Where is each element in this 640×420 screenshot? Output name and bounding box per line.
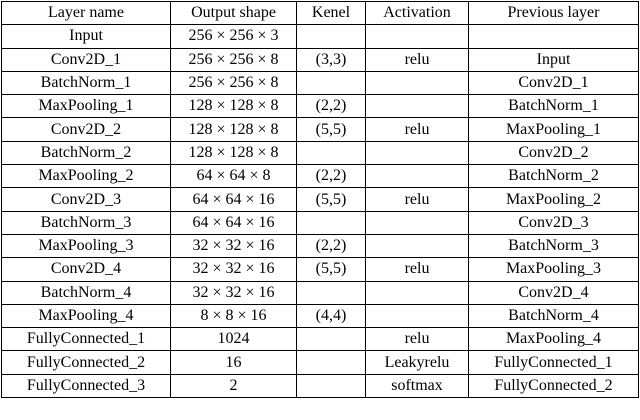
table-row [2,351,639,374]
cell-output-shape: 64 × 64 × 16 [171,188,297,211]
table-row [2,118,639,141]
cell-kernel [297,328,366,351]
header-kernel: Kenel [297,2,366,25]
cell-layer-name: MaxPooling_2 [2,165,171,188]
cell-previous-layer [469,25,639,48]
cell-activation [366,281,469,304]
cell-output-shape: 16 [171,351,297,374]
cell-activation: Leakyrelu [366,351,469,374]
cell-kernel [297,281,366,304]
cell-kernel: (5,5) [297,118,366,141]
cell-previous-layer: BatchNorm_4 [469,304,639,327]
cell-previous-layer: MaxPooling_3 [469,258,639,281]
cell-output-shape: 32 × 32 × 16 [171,258,297,281]
cell-kernel [297,374,366,397]
cell-previous-layer: FullyConnected_1 [469,351,639,374]
table-row [2,211,639,234]
cell-previous-layer: Conv2D_4 [469,281,639,304]
cell-activation: relu [366,118,469,141]
cell-output-shape: 128 × 128 × 8 [171,141,297,164]
cell-layer-name: BatchNorm_1 [2,71,171,94]
table-row [2,328,639,351]
cell-previous-layer: Conv2D_1 [469,71,639,94]
cell-output-shape: 256 × 256 × 8 [171,48,297,71]
cell-layer-name: Conv2D_4 [2,258,171,281]
cell-activation: relu [366,188,469,211]
table-row [2,48,639,71]
cell-kernel [297,211,366,234]
cell-layer-name: Conv2D_1 [2,48,171,71]
table-row [2,258,639,281]
cell-kernel [297,25,366,48]
cell-previous-layer: MaxPooling_1 [469,118,639,141]
cell-layer-name: BatchNorm_2 [2,141,171,164]
cell-activation [366,71,469,94]
cell-output-shape: 64 × 64 × 16 [171,211,297,234]
cell-kernel [297,351,366,374]
cell-output-shape: 64 × 64 × 8 [171,165,297,188]
cell-layer-name: FullyConnected_1 [2,328,171,351]
table-row [2,165,639,188]
cell-layer-name: BatchNorm_3 [2,211,171,234]
cell-previous-layer: FullyConnected_2 [469,374,639,397]
table-row [2,25,639,48]
cell-activation: relu [366,48,469,71]
cell-layer-name: MaxPooling_4 [2,304,171,327]
cell-output-shape: 1024 [171,328,297,351]
cell-activation [366,25,469,48]
cell-layer-name: BatchNorm_4 [2,281,171,304]
cell-activation: softmax [366,374,469,397]
cell-kernel: (5,5) [297,258,366,281]
table-row [2,95,639,118]
cell-activation [366,234,469,257]
cell-previous-layer: BatchNorm_2 [469,165,639,188]
cell-output-shape: 256 × 256 × 3 [171,25,297,48]
cell-output-shape: 256 × 256 × 8 [171,71,297,94]
header-output-shape: Output shape [171,2,297,25]
header-row [2,2,639,25]
cell-previous-layer: BatchNorm_1 [469,95,639,118]
cell-activation [366,211,469,234]
cell-kernel [297,141,366,164]
table-row [2,141,639,164]
cell-output-shape: 128 × 128 × 8 [171,118,297,141]
cell-previous-layer: MaxPooling_4 [469,328,639,351]
table-row [2,188,639,211]
cell-output-shape: 2 [171,374,297,397]
table-body [2,25,639,398]
layer-table [1,1,639,398]
cell-activation: relu [366,258,469,281]
cell-output-shape: 32 × 32 × 16 [171,234,297,257]
table-row [2,71,639,94]
cell-kernel: (5,5) [297,188,366,211]
cell-layer-name: Input [2,25,171,48]
cell-activation [366,165,469,188]
cell-output-shape: 128 × 128 × 8 [171,95,297,118]
cell-layer-name: FullyConnected_2 [2,351,171,374]
table-row [2,281,639,304]
cell-kernel: (4,4) [297,304,366,327]
table-row [2,304,639,327]
cell-layer-name: MaxPooling_3 [2,234,171,257]
cell-activation [366,304,469,327]
cell-activation: relu [366,328,469,351]
cell-activation [366,95,469,118]
cell-kernel: (2,2) [297,95,366,118]
cell-layer-name: MaxPooling_1 [2,95,171,118]
table-row [2,374,639,397]
cell-kernel [297,71,366,94]
cell-layer-name: FullyConnected_3 [2,374,171,397]
cell-previous-layer: Conv2D_2 [469,141,639,164]
cell-previous-layer: Conv2D_3 [469,211,639,234]
cell-activation [366,141,469,164]
cell-output-shape: 8 × 8 × 16 [171,304,297,327]
cell-layer-name: Conv2D_2 [2,118,171,141]
cell-output-shape: 32 × 32 × 16 [171,281,297,304]
header-previous-layer: Previous layer [469,2,639,25]
cell-kernel: (2,2) [297,165,366,188]
table-row [2,234,639,257]
header-activation: Activation [366,2,469,25]
cell-kernel: (2,2) [297,234,366,257]
cell-kernel: (3,3) [297,48,366,71]
cell-previous-layer: MaxPooling_2 [469,188,639,211]
header-layer-name: Layer name [2,2,171,25]
cell-previous-layer: BatchNorm_3 [469,234,639,257]
cell-layer-name: Conv2D_3 [2,188,171,211]
cell-previous-layer: Input [469,48,639,71]
